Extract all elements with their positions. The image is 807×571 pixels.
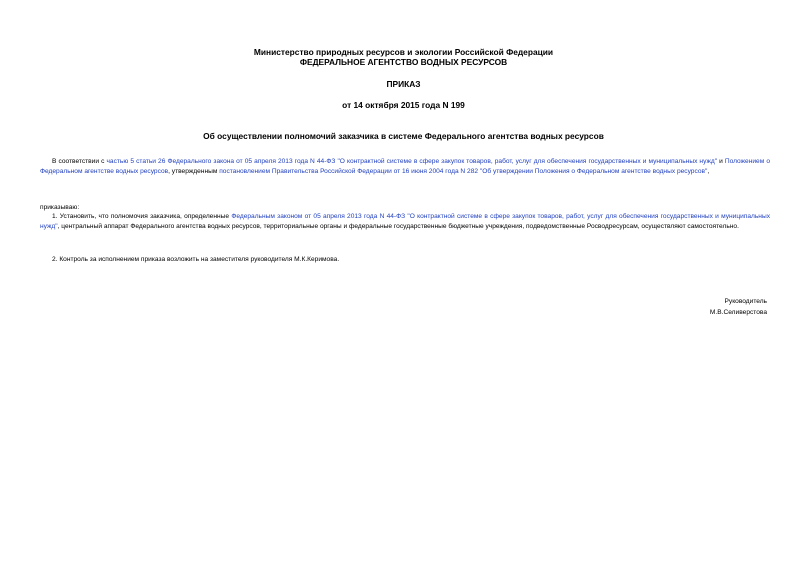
document-subject: Об осуществлении полномочий заказчика в системе Федерального агентства водных ресурсов: [203, 131, 604, 141]
document-date: от 14 октября 2015 года N 199: [342, 100, 465, 110]
item-1-text-1: 1. Установить, что полномочия заказчика, определенные: [52, 213, 232, 220]
link-agency-regulation[interactable]: Положением о Федеральном агентстве водных ресурсов: [40, 158, 770, 175]
item-1-paragraph: [40, 212, 770, 231]
agency-title: ФЕДЕРАЛЬНОЕ АГЕНТСТВО ВОДНЫХ РЕСУРСОВ: [299, 57, 508, 67]
preamble-text-3: , утвержденным: [168, 167, 220, 175]
preamble-text-2: и: [717, 158, 725, 165]
preamble-paragraph: [40, 157, 770, 176]
link-law-44fz-part5-art26[interactable]: частью 5 статьи 26 Федерального закона от 05 апреля 2013 года N 44-ФЗ "О контрактной системе в сфере закупок товаров, работ, услуг для обеспечения государственных и муниципальных нужд": [106, 158, 718, 165]
document-type: ПРИКАЗ: [386, 79, 421, 89]
signature-title: Руководитель: [724, 298, 767, 305]
signature-name: М.В.Селиверстова: [709, 309, 767, 316]
order-word: приказываю:: [40, 204, 80, 211]
link-law-44fz[interactable]: Федеральным законом от 05 апреля 2013 года N 44-ФЗ "О контрактной системе в сфере закупок товаров, работ, услуг для обеспечения государственных и муниципальных нужд": [40, 213, 770, 230]
preamble-text-4: ,: [707, 167, 710, 175]
item-1-text-2: , центральный аппарат Федерального агентства водных ресурсов, территориальные органы и федеральные государственные бюджетные учреждения, подведомственные Росводресурсам, осуществляют самостоятельно.: [57, 222, 739, 230]
item-2-paragraph: 2. Контроль за исполнением приказа возложить на заместителя руководителя М.К.Керимова.: [52, 256, 340, 263]
preamble-text-1: В соответствии с: [52, 158, 107, 165]
link-government-decree-282[interactable]: постановлением Правительства Российской Федерации от 16 июня 2004 года N 282 "Об утверждении Положения о Федеральном агентстве водных ресурсов": [219, 167, 708, 175]
ministry-title: Министерство природных ресурсов и экологии Российской Федерации: [253, 47, 554, 57]
